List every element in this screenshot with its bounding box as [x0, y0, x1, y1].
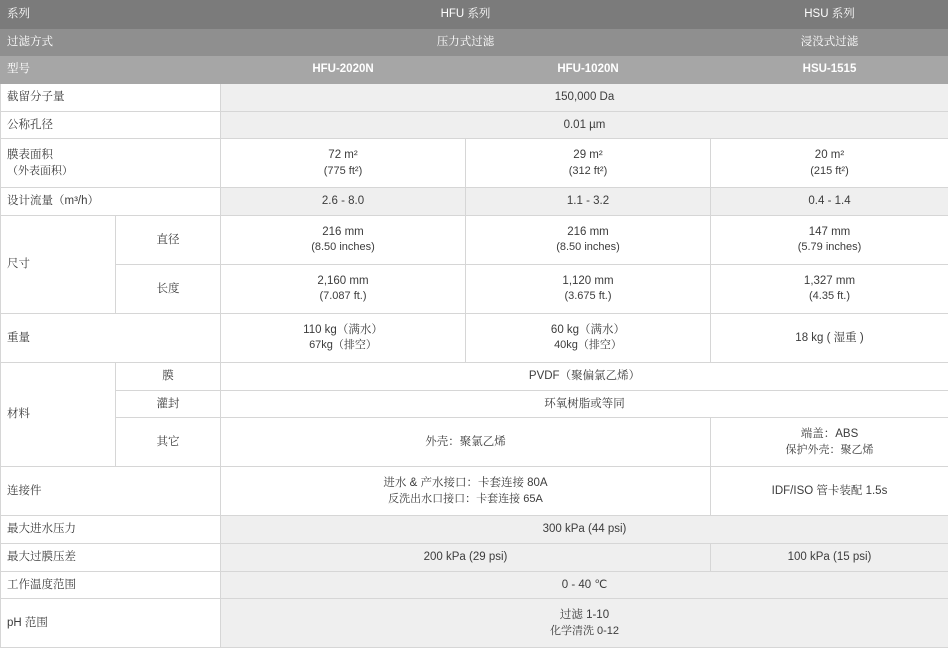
model-hfu-2020n: HFU-2020N: [221, 56, 466, 84]
table-row-max-feed-pressure: [1, 516, 948, 544]
table-row-series: [1, 1, 948, 29]
membrane-area-label-line2: （外表面积）: [7, 164, 214, 180]
material-other-hsu: [711, 418, 948, 467]
table-row-design-flow: [1, 188, 948, 216]
table-row-filtration: [1, 28, 948, 56]
length-hsu-1515-imperial: (4.35 ft.): [717, 289, 942, 305]
weight-hfu-2020n-flooded: 110 kg（满水）: [303, 324, 383, 336]
material-membrane-label: 膜: [116, 363, 221, 391]
model-label: 型号: [1, 56, 221, 84]
ph-range-filtration: 过滤 1-10: [560, 609, 609, 621]
max-feed-pressure-label: 最大进水压力: [1, 516, 221, 544]
pore-size-value: 0.01 µm: [221, 111, 948, 139]
material-label: 材料: [1, 363, 116, 467]
weight-hfu-2020n: [221, 314, 466, 363]
membrane-area-hfu-1020n: [466, 139, 711, 188]
connections-hfu: [221, 467, 711, 516]
series-label: 系列: [1, 1, 221, 29]
table-row-operating-temperature: [1, 571, 948, 599]
membrane-area-hfu-1020n-imperial: (312 ft²): [472, 164, 704, 180]
max-tmp-label: 最大过膜压差: [1, 544, 221, 572]
table-row-model: [1, 56, 948, 84]
model-hsu-1515: HSU-1515: [711, 56, 948, 84]
connections-label: 连接件: [1, 467, 221, 516]
table-row-pore-size: [1, 111, 948, 139]
material-other-hfu: 外壳：聚氯乙烯: [221, 418, 711, 467]
membrane-area-hfu-2020n-metric: 72 m²: [328, 149, 357, 161]
table-row-connections: [1, 467, 948, 516]
design-flow-label: 设计流量（m³/h）: [1, 188, 221, 216]
pore-size-label: 公称孔径: [1, 111, 221, 139]
series-hsu: HSU 系列: [711, 1, 948, 29]
design-flow-hfu-1020n: 1.1 - 3.2: [466, 188, 711, 216]
mwco-value: 150,000 Da: [221, 84, 948, 112]
operating-temperature-value: 0 - 40 ℃: [221, 571, 948, 599]
table-row-membrane-area: [1, 139, 948, 188]
membrane-area-label: [1, 139, 221, 188]
diameter-hfu-2020n: [221, 216, 466, 265]
length-hfu-2020n: [221, 265, 466, 314]
diameter-label: 直径: [116, 216, 221, 265]
table-row-diameter: [1, 216, 948, 265]
table-row-material-other: [1, 418, 948, 467]
design-flow-hfu-2020n: 2.6 - 8.0: [221, 188, 466, 216]
operating-temperature-label: 工作温度范围: [1, 571, 221, 599]
length-hsu-1515-metric: 1,327 mm: [804, 275, 855, 287]
filtration-hsu: 浸没式过滤: [711, 28, 948, 56]
connections-hfu-backwash: 反洗出水口接口：卡套连接 65A: [227, 492, 704, 508]
material-membrane-value: PVDF（聚偏氯乙烯）: [221, 363, 948, 391]
membrane-area-hfu-2020n: [221, 139, 466, 188]
diameter-hfu-2020n-imperial: (8.50 inches): [227, 240, 459, 256]
membrane-area-hsu-1515-imperial: (215 ft²): [717, 164, 942, 180]
table-row-mwco: [1, 84, 948, 112]
material-potting-label: 灌封: [116, 390, 221, 418]
ph-range-label: pH 范围: [1, 599, 221, 648]
filtration-label: 过滤方式: [1, 28, 221, 56]
diameter-hfu-1020n: [466, 216, 711, 265]
table-row-length: [1, 265, 948, 314]
design-flow-hsu-1515: 0.4 - 1.4: [711, 188, 948, 216]
weight-label: 重量: [1, 314, 221, 363]
max-tmp-hsu: 100 kPa (15 psi): [711, 544, 948, 572]
dimensions-label: 尺寸: [1, 216, 116, 314]
material-potting-value: 环氧树脂或等同: [221, 390, 948, 418]
max-feed-pressure-value: 300 kPa (44 psi): [221, 516, 948, 544]
material-other-hsu-endcap: 端盖：ABS: [801, 428, 859, 440]
weight-hfu-1020n-drained: 40kg（排空）: [472, 338, 704, 354]
length-hfu-1020n-metric: 1,120 mm: [562, 275, 613, 287]
connections-hfu-feed: 进水 & 产水接口：卡套连接 80A: [383, 477, 547, 489]
weight-hsu-1515: 18 kg ( 湿重 ): [711, 314, 948, 363]
diameter-hfu-1020n-imperial: (8.50 inches): [472, 240, 704, 256]
membrane-area-label-line1: 膜表面积: [7, 149, 53, 161]
length-hfu-2020n-metric: 2,160 mm: [317, 275, 368, 287]
table-row-weight: [1, 314, 948, 363]
ph-range-value: [221, 599, 948, 648]
length-label: 长度: [116, 265, 221, 314]
connections-hsu: IDF/ISO 管卡装配 1.5s: [711, 467, 948, 516]
table-row-ph-range: [1, 599, 948, 648]
length-hfu-1020n-imperial: (3.675 ft.): [472, 289, 704, 305]
length-hfu-2020n-imperial: (7.087 ft.): [227, 289, 459, 305]
filtration-hfu: 压力式过滤: [221, 28, 711, 56]
series-hfu: HFU 系列: [221, 1, 711, 29]
table-row-material-potting: [1, 390, 948, 418]
membrane-area-hfu-1020n-metric: 29 m²: [573, 149, 602, 161]
diameter-hsu-1515-metric: 147 mm: [809, 226, 851, 238]
membrane-area-hsu-1515-metric: 20 m²: [815, 149, 844, 161]
max-tmp-hfu: 200 kPa (29 psi): [221, 544, 711, 572]
diameter-hfu-1020n-metric: 216 mm: [567, 226, 609, 238]
weight-hfu-1020n-flooded: 60 kg（满水）: [551, 324, 625, 336]
membrane-area-hfu-2020n-imperial: (775 ft²): [227, 164, 459, 180]
length-hsu-1515: [711, 265, 948, 314]
weight-hfu-1020n: [466, 314, 711, 363]
ph-range-cleaning: 化学清洗 0-12: [227, 624, 942, 640]
diameter-hsu-1515-imperial: (5.79 inches): [717, 240, 942, 256]
diameter-hsu-1515: [711, 216, 948, 265]
diameter-hfu-2020n-metric: 216 mm: [322, 226, 364, 238]
table-row-max-tmp: [1, 544, 948, 572]
mwco-label: 截留分子量: [1, 84, 221, 112]
model-hfu-1020n: HFU-1020N: [466, 56, 711, 84]
material-other-hsu-shell: 保护外壳：聚乙烯: [717, 443, 942, 459]
length-hfu-1020n: [466, 265, 711, 314]
weight-hfu-2020n-drained: 67kg（排空）: [227, 338, 459, 354]
table-row-material-membrane: [1, 363, 948, 391]
material-other-label: 其它: [116, 418, 221, 467]
membrane-area-hsu-1515: [711, 139, 948, 188]
